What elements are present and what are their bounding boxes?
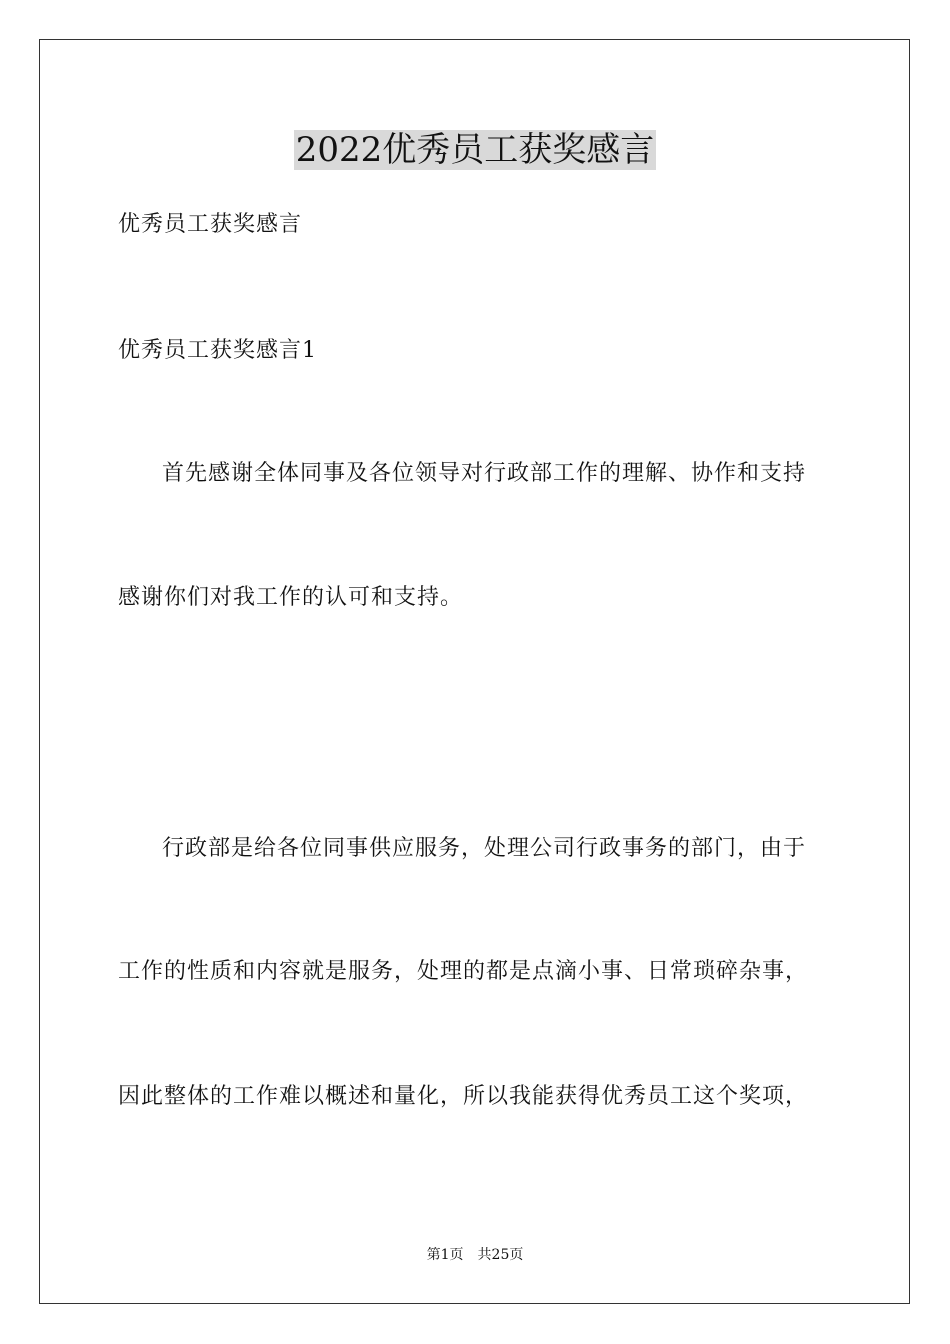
paragraph-1-line-2: 感谢你们对我工作的认可和支持。 [118, 585, 464, 610]
section-heading: 优秀员工获奖感言1 [118, 338, 317, 363]
paragraph-2-line-2: 工作的性质和内容就是服务，处理的都是点滴小事、日常琐碎杂事， [118, 959, 809, 984]
document-title [0, 128, 950, 172]
paragraph-2-line-3: 因此整体的工作难以概述和量化，所以我能获得优秀员工这个奖项， [118, 1084, 809, 1109]
document-title-text: 2022优秀员工获奖感言 [295, 130, 655, 170]
page-number-current: 第1页 [426, 1247, 464, 1263]
page-footer [0, 1246, 950, 1264]
paragraph-2-line-1: 行政部是给各位同事供应服务，处理公司行政事务的部门，由于 [162, 836, 807, 861]
paragraph-1-line-1: 首先感谢全体同事及各位领导对行政部工作的理解、协作和支持 [162, 461, 807, 486]
page-number-total: 共25页 [477, 1247, 524, 1263]
document-heading: 优秀员工获奖感言 [118, 212, 303, 237]
